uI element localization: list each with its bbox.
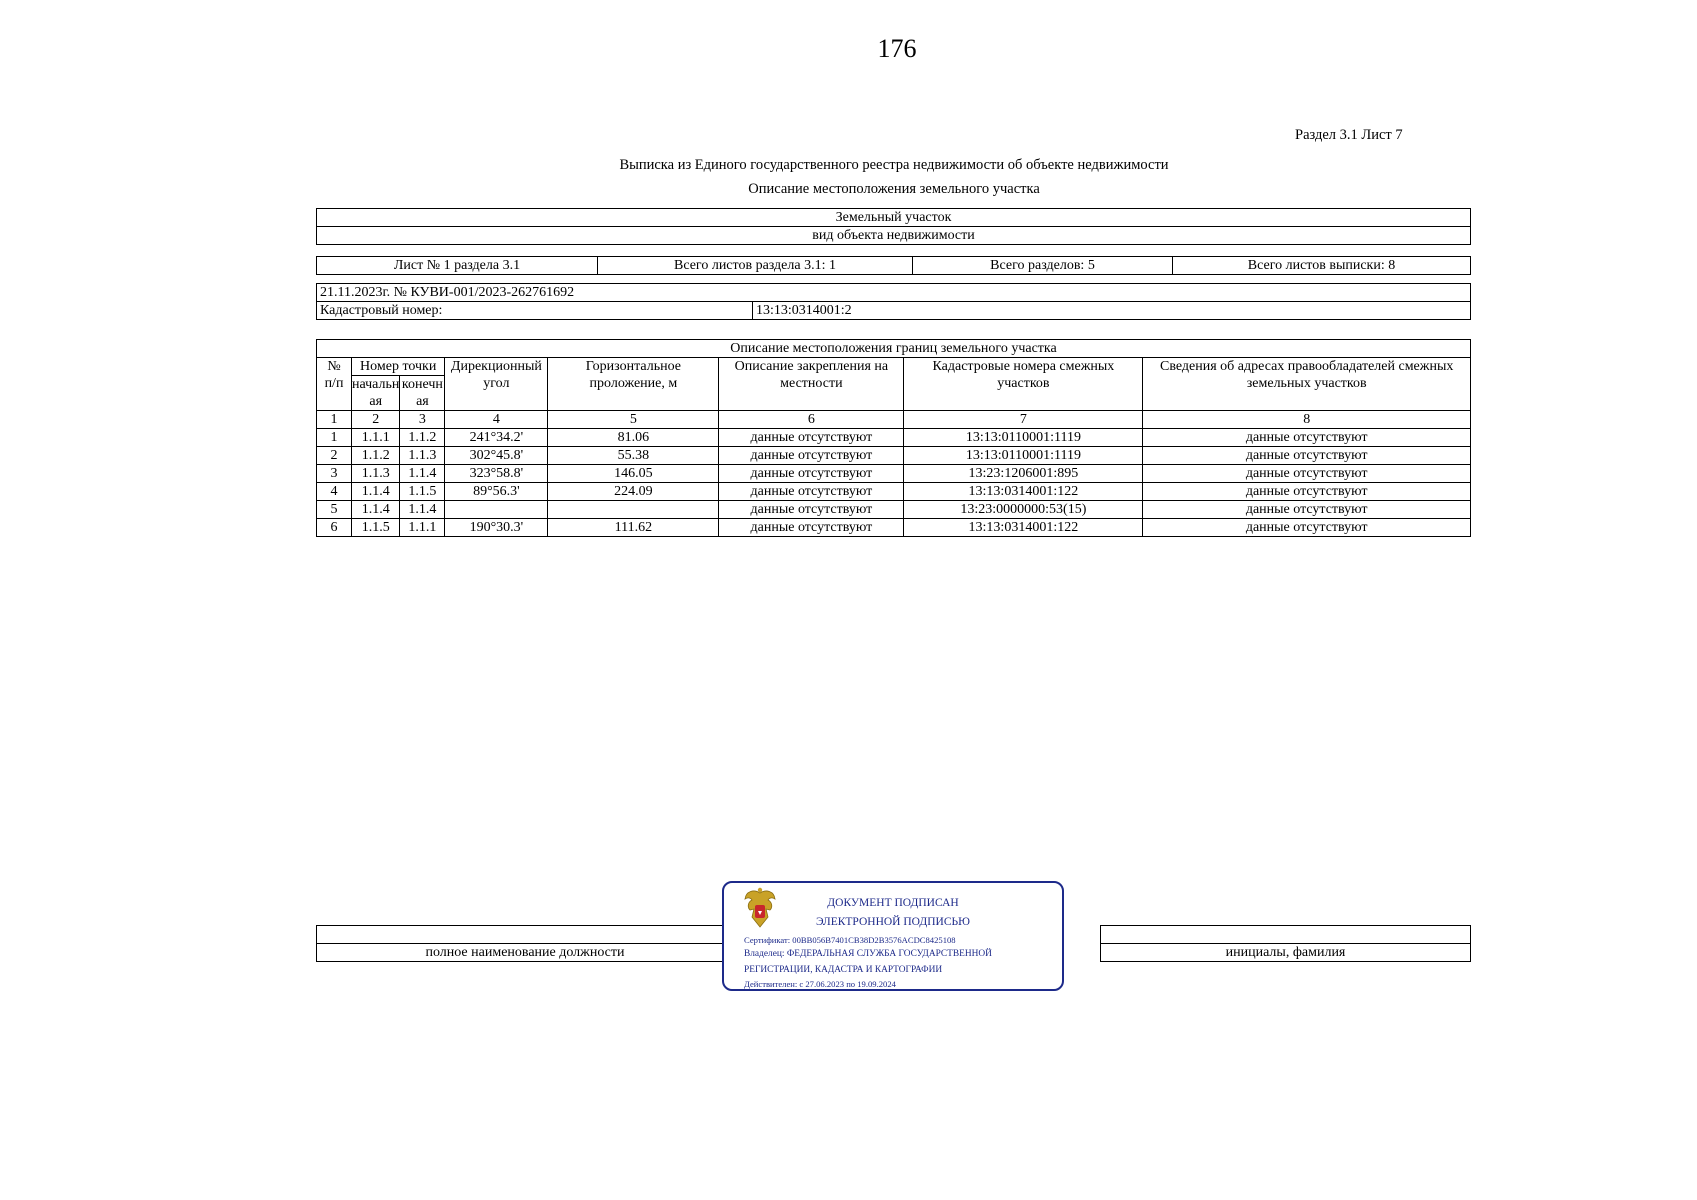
cell-end-point: 1.1.3 <box>400 447 445 465</box>
object-type: Земельный участок <box>317 209 1471 227</box>
cell-start-point: 1.1.4 <box>352 483 400 501</box>
col-number: 7 <box>904 411 1143 429</box>
cell-start-point: 1.1.1 <box>352 429 400 447</box>
header-fixing: Описание закрепления на местности <box>719 358 904 411</box>
header-owners: Сведения об адресах правообладателей смежных земельных участков <box>1143 358 1471 411</box>
sheet-number: Лист № 1 раздела 3.1 <box>317 257 598 275</box>
cell-end-point: 1.1.4 <box>400 465 445 483</box>
position-caption: полное наименование должности <box>317 944 734 962</box>
document-title: Выписка из Единого государственного реестра недвижимости об объекте недвижимости <box>619 157 1169 173</box>
cell-cadnum: 13:13:0110001:1119 <box>904 447 1143 465</box>
header-num-line2: п/п <box>324 376 344 391</box>
table-row <box>317 465 1471 483</box>
cell-length <box>548 501 719 519</box>
stamp-validity: Действителен: с 27.06.2023 по 19.09.2024 <box>744 979 896 989</box>
col-number: 6 <box>719 411 904 429</box>
cell-length: 55.38 <box>548 447 719 465</box>
cell-num: 5 <box>317 501 352 519</box>
cell-end-point: 1.1.4 <box>400 501 445 519</box>
col-number: 3 <box>400 411 445 429</box>
cadastral-table <box>316 283 1471 320</box>
cell-num: 3 <box>317 465 352 483</box>
cell-num: 6 <box>317 519 352 537</box>
cell-cadnum: 13:23:0000000:53(15) <box>904 501 1143 519</box>
cell-cadnum: 13:13:0314001:122 <box>904 519 1143 537</box>
electronic-signature-stamp <box>722 881 1064 991</box>
total-sheets: Всего листов выписки: 8 <box>1173 257 1471 275</box>
cell-start-point: 1.1.2 <box>352 447 400 465</box>
cell-cadnum: 13:13:0314001:122 <box>904 483 1143 501</box>
cell-fixing: данные отсутствуют <box>719 501 904 519</box>
stamp-line2: ЭЛЕКТРОННОЙ ПОДПИСЬЮ <box>816 916 970 928</box>
section-sheet-label: Раздел 3.1 Лист 7 <box>1295 127 1403 143</box>
cell-owner: данные отсутствуют <box>1143 501 1471 519</box>
document-reference: 21.11.2023г. № КУВИ-001/2023-262761692 <box>317 284 1471 302</box>
table-row <box>317 519 1471 537</box>
name-line <box>1101 926 1471 944</box>
header-cadnums: Кадастровые номера смежных участков <box>904 358 1143 411</box>
cell-fixing: данные отсутствуют <box>719 447 904 465</box>
cadastral-number: 13:13:0314001:2 <box>753 302 1471 320</box>
stamp-certificate: Сертификат: 00BB056B7401CB38D2B3576ACDC8425108 <box>744 935 956 945</box>
table-row <box>317 447 1471 465</box>
cell-angle: 190°30.3' <box>445 519 548 537</box>
cell-fixing: данные отсутствуют <box>719 465 904 483</box>
col-number: 8 <box>1143 411 1471 429</box>
col-number: 1 <box>317 411 352 429</box>
cell-owner: данные отсутствуют <box>1143 483 1471 501</box>
table-row <box>317 429 1471 447</box>
cell-angle: 241°34.2' <box>445 429 548 447</box>
header-length: Горизонтальное проложение, м <box>548 358 719 411</box>
cell-length: 146.05 <box>548 465 719 483</box>
cell-end-point: 1.1.5 <box>400 483 445 501</box>
col-number: 2 <box>352 411 400 429</box>
cell-angle: 89°56.3' <box>445 483 548 501</box>
cell-length: 81.06 <box>548 429 719 447</box>
position-line <box>317 926 734 944</box>
header-point: Номер точки <box>352 358 445 376</box>
cell-fixing: данные отсутствуют <box>719 483 904 501</box>
cell-start-point: 1.1.3 <box>352 465 400 483</box>
cell-end-point: 1.1.2 <box>400 429 445 447</box>
stamp-owner-line2: РЕГИСТРАЦИИ, КАДАСТРА И КАРТОГРАФИИ <box>744 965 943 975</box>
cell-owner: данные отсутствуют <box>1143 447 1471 465</box>
cell-length: 224.09 <box>548 483 719 501</box>
cell-length: 111.62 <box>548 519 719 537</box>
header-num-line1: № <box>327 359 341 374</box>
cell-start-point: 1.1.4 <box>352 501 400 519</box>
cell-owner: данные отсутствуют <box>1143 465 1471 483</box>
header-start: начальн ая <box>352 377 400 409</box>
stamp-owner: Владелец: ФЕДЕРАЛЬНАЯ СЛУЖБА ГОСУДАРСТВЕННОЙ <box>744 949 992 959</box>
total-sections: Всего разделов: 5 <box>913 257 1173 275</box>
cell-start-point: 1.1.5 <box>352 519 400 537</box>
cell-angle: 302°45.8' <box>445 447 548 465</box>
boundaries-caption: Описание местоположения границ земельного участка <box>317 340 1471 358</box>
cell-num: 1 <box>317 429 352 447</box>
col-number: 4 <box>445 411 548 429</box>
cell-angle: 323°58.8' <box>445 465 548 483</box>
cell-cadnum: 13:23:1206001:895 <box>904 465 1143 483</box>
page-number: 176 <box>877 34 917 63</box>
table-row <box>317 501 1471 519</box>
sheet-info-table <box>316 256 1471 275</box>
document-subtitle: Описание местоположения земельного участка <box>748 181 1040 197</box>
cell-angle <box>445 501 548 519</box>
cell-owner: данные отсутствуют <box>1143 429 1471 447</box>
cell-owner: данные отсутствуют <box>1143 519 1471 537</box>
table-row <box>317 483 1471 501</box>
cell-num: 2 <box>317 447 352 465</box>
object-type-caption: вид объекта недвижимости <box>317 227 1471 245</box>
total-sheets-section: Всего листов раздела 3.1: 1 <box>598 257 913 275</box>
cadastral-label: Кадастровый номер: <box>317 302 753 320</box>
cell-fixing: данные отсутствуют <box>719 429 904 447</box>
header-angle: Дирекционный угол <box>445 358 548 411</box>
cell-num: 4 <box>317 483 352 501</box>
col-number: 5 <box>548 411 719 429</box>
name-caption: инициалы, фамилия <box>1101 944 1471 962</box>
object-type-table <box>316 208 1471 245</box>
stamp-line1: ДОКУМЕНТ ПОДПИСАН <box>827 897 959 909</box>
header-num <box>317 358 352 411</box>
boundaries-table <box>316 339 1471 537</box>
header-end: конечн ая <box>400 376 445 411</box>
cell-cadnum: 13:13:0110001:1119 <box>904 429 1143 447</box>
cell-end-point: 1.1.1 <box>400 519 445 537</box>
cell-fixing: данные отсутствуют <box>719 519 904 537</box>
